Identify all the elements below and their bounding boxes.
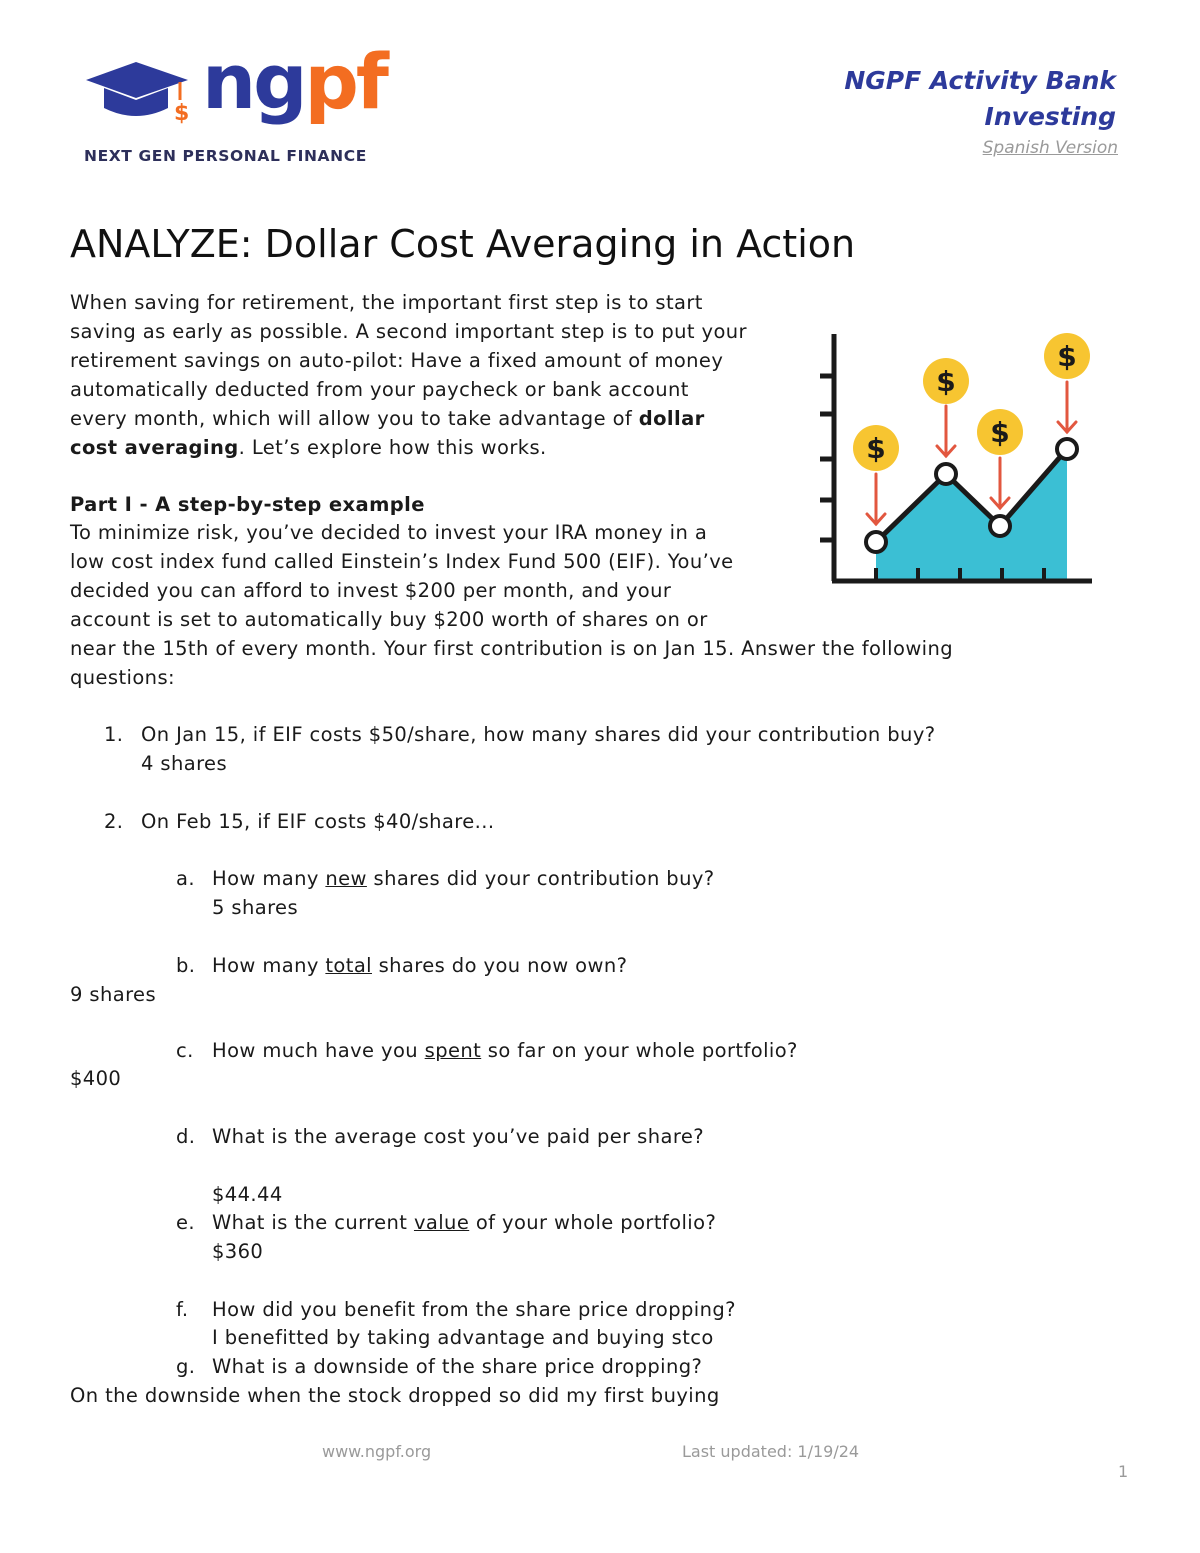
page-number: 1 <box>1118 1462 1129 1481</box>
subquestion-text: What is the current value of your whole portfolio? <box>212 1211 717 1234</box>
subquestion-label: c. <box>176 1039 194 1062</box>
question-text: On Feb 15, if EIF costs $40/share... <box>141 810 495 833</box>
unit-title: Investing <box>984 102 1116 131</box>
answer-text[interactable]: I benefitted by taking advantage and buying stco <box>212 1326 714 1349</box>
activity-bank-title: NGPF Activity Bank <box>844 66 1116 95</box>
subquestion-text: How many new shares did your contribution buy? <box>212 867 715 890</box>
scenario-paragraph <box>70 518 1130 692</box>
answer-text[interactable]: 9 shares <box>70 983 157 1006</box>
answer-text[interactable]: $400 <box>70 1067 122 1090</box>
intro-line: When saving for retirement, the important first step is to start <box>70 291 703 314</box>
answer-text[interactable]: $360 <box>212 1240 264 1263</box>
svg-text:$: $ <box>1057 340 1077 373</box>
subquestion-text: How many total shares do you now own? <box>212 954 628 977</box>
page-title: ANALYZE: Dollar Cost Averaging in Action <box>70 222 856 266</box>
answer-text[interactable]: 4 shares <box>141 752 228 775</box>
svg-text:$: $ <box>174 101 190 126</box>
answer-text[interactable]: $44.44 <box>212 1183 283 1206</box>
intro-line: every month, which will allow you to take advantage of dollar <box>70 407 705 430</box>
chart-point <box>936 464 956 484</box>
intro-paragraph <box>70 288 790 462</box>
subquestion-label: e. <box>176 1211 195 1234</box>
svg-text:$: $ <box>990 416 1010 449</box>
subquestion-text: How much have you spent so far on your whole portfolio? <box>212 1039 798 1062</box>
section-heading: Part I - A step-by-step example <box>70 493 425 516</box>
dollar-coin-icon <box>923 358 969 404</box>
subquestion-label: a. <box>176 867 195 890</box>
answer-text[interactable]: 5 shares <box>212 896 299 919</box>
chart-point <box>1057 439 1077 459</box>
scenario-line: account is set to automatically buy $200 worth of shares on or <box>70 608 708 631</box>
subquestion-text: How did you benefit from the share price dropping? <box>212 1298 736 1321</box>
footer-url[interactable]: www.ngpf.org <box>322 1442 432 1461</box>
subquestion-label: b. <box>176 954 196 977</box>
dollar-coin-icon <box>853 425 899 471</box>
subquestion-text: What is a downside of the share price dropping? <box>212 1355 703 1378</box>
svg-text:$: $ <box>866 432 886 465</box>
scenario-line: To minimize risk, you’ve decided to invest your IRA money in a <box>70 521 708 544</box>
scenario-line: questions: <box>70 666 175 689</box>
question-number: 2. <box>104 810 124 833</box>
dollar-coin-icon <box>977 409 1023 455</box>
logo-wordmark: ngpf <box>202 37 386 126</box>
footer-updated: Last updated: 1/19/24 <box>682 1442 860 1461</box>
question-text: On Jan 15, if EIF costs $50/share, how many shares did your contribution buy? <box>141 723 936 746</box>
scenario-line: low cost index fund called Einstein’s Index Fund 500 (EIF). You’ve <box>70 550 734 573</box>
scenario-line: near the 15th of every month. Your first contribution is on Jan 15. Answer the following <box>70 637 954 660</box>
svg-text:$: $ <box>936 365 956 398</box>
question-number: 1. <box>104 723 124 746</box>
dollar-coin-icon <box>1044 333 1090 379</box>
intro-line: saving as early as possible. A second important step is to put your <box>70 320 747 343</box>
intro-line: cost averaging. Let’s explore how this works. <box>70 436 547 459</box>
subquestion-label: f. <box>176 1298 189 1321</box>
subquestion-text: What is the average cost you’ve paid per share? <box>212 1125 704 1148</box>
spanish-version-link[interactable]: Spanish Version <box>982 138 1118 158</box>
intro-line: automatically deducted from your paycheck or bank account <box>70 378 689 401</box>
logo-tagline: NEXT GEN PERSONAL FINANCE <box>84 147 367 165</box>
answer-text[interactable]: On the downside when the stock dropped so did my first buying <box>70 1384 720 1407</box>
scenario-line: decided you can afford to invest $200 per month, and your <box>70 579 672 602</box>
intro-line: retirement savings on auto-pilot: Have a fixed amount of money <box>70 349 724 372</box>
subquestion-label: d. <box>176 1125 196 1148</box>
subquestion-label: g. <box>176 1355 196 1378</box>
